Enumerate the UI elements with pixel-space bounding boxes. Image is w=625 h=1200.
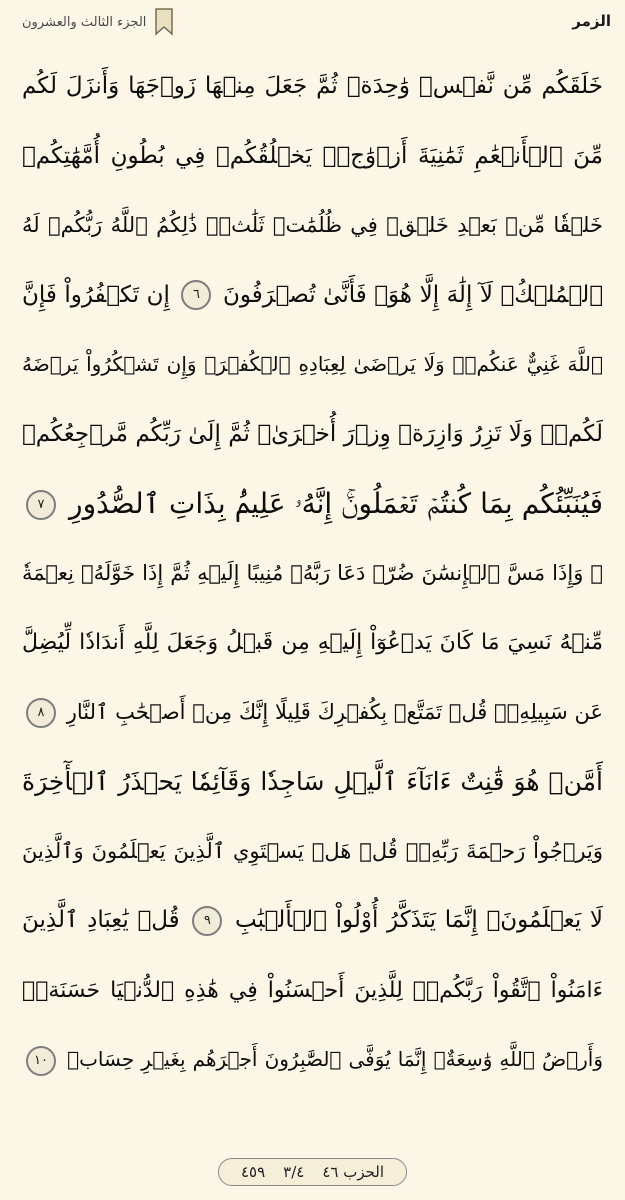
verse-line (22, 191, 603, 261)
verse-line (22, 261, 603, 331)
verse-line (22, 52, 603, 122)
verse-text[interactable]: لَكُمۡۗ وَلَا تَزِرُ وَازِرَةٞ وِزۡرَ أُخۡرَىٰۚ ثُمَّ إِلَىٰ رَبِّكُم مَّرۡجِعُكُمۡ (22, 420, 603, 447)
verse-text[interactable]: لَا يَعۡلَمُونَۗ إِنَّمَا يَتَذَكَّرُ أُوْلُواْ ٱلۡأَلۡبَٰبِ (234, 907, 603, 933)
verse-line (22, 817, 603, 887)
bookmark-icon[interactable] (154, 8, 174, 36)
verse-line (22, 539, 603, 609)
verse-text[interactable]: خَلۡقٗا مِّنۢ بَعۡدِ خَلۡقٖ فِي ظُلُمَٰتٖ ثَلَٰثٖۚ ذَٰلِكُمُ ٱللَّهُ رَبُّكُمۡ لَهُ (22, 213, 603, 237)
juz-indicator[interactable] (10, 8, 174, 36)
verse-line (22, 747, 603, 817)
verse-line (22, 886, 603, 956)
verse-text[interactable]: إِن تَكۡفُرُواْ فَإِنَّ (22, 281, 170, 308)
verse-text[interactable]: قُلۡ يَٰعِبَادِ ٱلَّذِينَ (22, 907, 180, 933)
juz-label: الجزء الثالث والعشرون (22, 14, 147, 30)
hizb-label: الحزب ٤٦ (322, 1163, 385, 1181)
verse-text[interactable]: ٱللَّهَ غَنِيٌّ عَنكُمۡۖ وَلَا يَرۡضَىٰ لِعِبَادِهِ ٱلۡكُفۡرَۖ وَإِن تَشۡكُرُواْ يَرۡضَهُ (22, 352, 603, 376)
verse-line (22, 122, 603, 192)
verse-line (22, 469, 603, 539)
verse-text[interactable]: فَيُنَبِّئُكُم بِمَا كُنتُمۡ تَعۡمَلُونَۚ إِنَّهُۥ عَلِيمُۢ بِذَاتِ ٱلصُّدُورِ (69, 487, 603, 520)
verse-text[interactable]: ۞ وَإِذَا مَسَّ ٱلۡإِنسَٰنَ ضُرّٞ دَعَا رَبَّهُۥ مُنِيبًا إِلَيۡهِ ثُمَّ إِذَا خَوَّلَهُۥ نِعۡمَةٗ (22, 560, 603, 585)
quran-page-text (22, 52, 603, 1095)
verse-text[interactable]: عَن سَبِيلِهِۦۚ قُلۡ تَمَتَّعۡ بِكُفۡرِكَ قَلِيلًا إِنَّكَ مِنۡ أَصۡحَٰبِ ٱلنَّارِ (66, 699, 603, 724)
page-info-pill (218, 1158, 407, 1186)
ayah-number-marker[interactable]: ١٠ (26, 1046, 56, 1076)
verse-text[interactable]: أَمَّنۡ هُوَ قَٰنِتٌ ءَانَآءَ ٱلَّيۡلِ سَاجِدٗا وَقَآئِمٗا يَحۡذَرُ ٱلۡأٓخِرَةَ (22, 767, 603, 796)
surah-name: الزمر (572, 12, 611, 30)
ayah-number-marker[interactable]: ٦ (181, 280, 211, 310)
verse-text[interactable]: وَأَرۡضُ ٱللَّهِ وَٰسِعَةٌۗ إِنَّمَا يُوَفَّى ٱلصَّٰبِرُونَ أَجۡرَهُم بِغَيۡرِ حِسَابٖ (67, 1047, 603, 1071)
page-header (0, 0, 625, 44)
verse-text[interactable]: وَيَرۡجُواْ رَحۡمَةَ رَبِّهِۦۗ قُلۡ هَلۡ يَسۡتَوِي ٱلَّذِينَ يَعۡلَمُونَ وَٱلَّذِينَ (22, 838, 603, 863)
verse-text[interactable]: ٱلۡمُلۡكُۖ لَآ إِلَٰهَ إِلَّا هُوَۖ فَأَنَّىٰ تُصۡرَفُونَ (223, 281, 603, 308)
verse-text[interactable]: مِّنۡهُ نَسِيَ مَا كَانَ يَدۡعُوٓاْ إِلَيۡهِ مِن قَبۡلُ وَجَعَلَ لِلَّهِ أَندَادٗا لِّيُضِلَّ (22, 630, 603, 655)
page-footer (0, 1152, 625, 1192)
verse-line (22, 330, 603, 400)
verse-line (22, 678, 603, 748)
verse-line (22, 400, 603, 470)
verse-line (22, 956, 603, 1026)
verse-text[interactable]: ءَامَنُواْ ٱتَّقُواْ رَبَّكُمۡۚ لِلَّذِينَ أَحۡسَنُواْ فِي هَٰذِهِ ٱلدُّنۡيَا حَسَنَةٞۗ (22, 977, 603, 1003)
ayah-number-marker[interactable]: ٧ (26, 490, 56, 520)
verse-text[interactable]: خَلَقَكُم مِّن نَّفۡسٖ وَٰحِدَةٖ ثُمَّ جَعَلَ مِنۡهَا زَوۡجَهَا وَأَنزَلَ لَكُم (22, 73, 603, 99)
hizb-quarter: ٣/٤ (283, 1163, 305, 1181)
verse-text[interactable]: مِّنَ ٱلۡأَنۡعَٰمِ ثَمَٰنِيَةَ أَزۡوَٰجٖۚ يَخۡلُقُكُمۡ فِي بُطُونِ أُمَّهَٰتِكُمۡ (22, 142, 603, 169)
verse-line (22, 608, 603, 678)
page-number: ٤٥٩ (240, 1163, 266, 1181)
verse-line (22, 1025, 603, 1095)
ayah-number-marker[interactable]: ٨ (26, 698, 56, 728)
ayah-number-marker[interactable]: ٩ (192, 906, 222, 936)
